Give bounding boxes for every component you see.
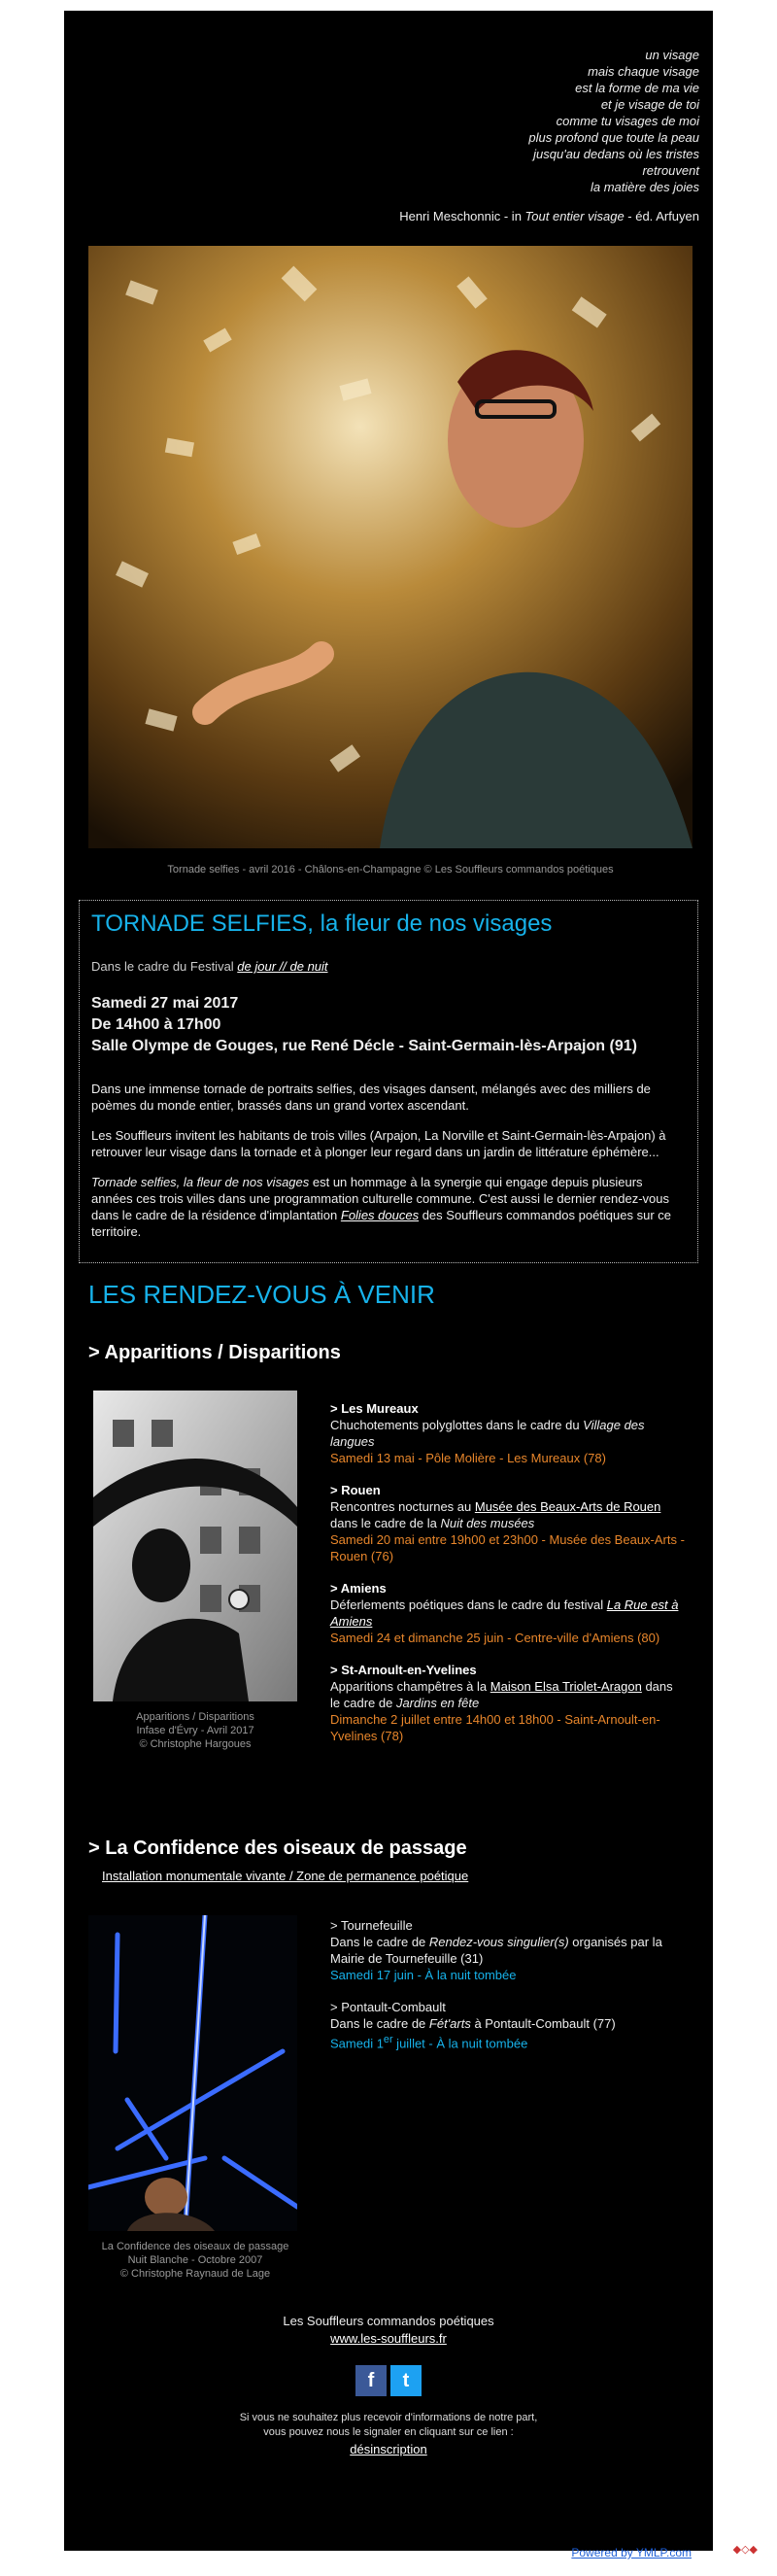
- confidence-title: > La Confidence des oiseaux de passage: [88, 1838, 467, 1859]
- item-place: > Pontault-Combault: [330, 2000, 446, 2014]
- desc-text: Chuchotements polyglottes dans le cadre du: [330, 1418, 584, 1432]
- confidence-subtitle-link[interactable]: Installation monumentale vivante / Zone de permanence poétique: [102, 1869, 469, 1883]
- desc-text: Rencontres nocturnes au: [330, 1499, 475, 1514]
- item-place: > Tournefeuille: [330, 1918, 413, 1933]
- confidence-list: [330, 1917, 685, 2067]
- desc-text: Dans le cadre de: [330, 2016, 429, 2031]
- event-text: des Souffleurs commandos poétiques sur ce territoire.: [91, 1208, 671, 1239]
- featured-event: [79, 900, 698, 1263]
- event-title: TORNADE SELFIES, la fleur de nos visages: [91, 910, 553, 937]
- apparitions-photo: [93, 1391, 297, 1701]
- festival-rue-link[interactable]: La Rue est à Amiens: [330, 1597, 679, 1629]
- desc-emphasis: Village des langues: [330, 1418, 645, 1449]
- caption-line: Infase d'Évry - Avril 2017: [136, 1725, 254, 1736]
- date-sup: er: [383, 2034, 393, 2045]
- date-text: juillet - À la nuit tombée: [392, 2036, 528, 2051]
- poem-line: jusqu'au dedans où les tristes: [533, 147, 699, 161]
- event-time: De 14h00 à 17h00: [91, 1016, 221, 1033]
- list-item: [330, 1400, 685, 1466]
- event-paragraph: Dans une immense tornade de portraits selfies, des visages dansent, mélangés avec des milliers de poèmes du monde entier, brassés dans un grand vortex ascendant.: [91, 1082, 651, 1113]
- confidence-photo: [88, 1915, 297, 2231]
- item-date: Samedi 24 et dimanche 25 juin - Centre-ville d'Amiens (80): [330, 1631, 660, 1645]
- item-date: [330, 2032, 685, 2051]
- event-when: [91, 993, 686, 1057]
- item-date: Samedi 13 mai - Pôle Molière - Les Mureaux (78): [330, 1451, 606, 1465]
- poem-line: comme tu visages de moi: [556, 114, 699, 128]
- unsubscribe-link[interactable]: désinscription: [350, 2442, 427, 2456]
- event-festival: [91, 959, 686, 974]
- poem-line: la matière des joies: [591, 180, 699, 194]
- website-link[interactable]: www.les-souffleurs.fr: [330, 2331, 447, 2346]
- event-emphasis: Tornade selfies, la fleur de nos visages: [91, 1175, 310, 1189]
- footer-url-wrap: [64, 2331, 713, 2346]
- poem-line: est la forme de ma vie: [575, 81, 699, 95]
- apparitions-list: [330, 1400, 685, 1760]
- twitter-icon[interactable]: t: [390, 2365, 422, 2396]
- caption-line: La Confidence des oiseaux de passage: [101, 2241, 289, 2252]
- item-place: > Les Mureaux: [330, 1401, 419, 1416]
- event-text: est un hommage à la synergie qui engage depuis plusieurs années ces trois villes dans une programmation culturelle commune. C'est aussi le dernier rendez-vous dans le cadre de la résidence d'implantation: [91, 1175, 669, 1222]
- hero-photo-art: [88, 246, 693, 848]
- event-paragraph: Les Souffleurs invitent les habitants de trois villes (Arpajon, La Norville et Saint-Germain-lès-Arpajon) à retrouver leur visage dans la tornade et à plonger leur regard dans un jardin de littérature éphémère...: [91, 1128, 666, 1159]
- item-place: > Rouen: [330, 1483, 381, 1497]
- item-date: Samedi 17 juin - À la nuit tombée: [330, 1968, 517, 1982]
- caption-line: Apparitions / Disparitions: [136, 1711, 254, 1723]
- list-item: [330, 1999, 685, 2051]
- poem-line: retrouvent: [642, 163, 699, 178]
- poem-line: un visage: [645, 48, 699, 62]
- hero-caption: Tornade selfies - avril 2016 - Châlons-en-Champagne © Les Souffleurs commandos poétiques: [167, 864, 614, 876]
- item-desc: [330, 2015, 685, 2032]
- event-paragraph: [91, 1174, 686, 1240]
- list-item: [330, 1580, 685, 1646]
- desc-text: Apparitions champêtres à la: [330, 1679, 490, 1694]
- desc-text: dans le cadre de la: [330, 1516, 441, 1530]
- poem-line: plus profond que toute la peau: [528, 130, 699, 145]
- desc-text: Dans le cadre de: [330, 1935, 429, 1949]
- poem-line: mais chaque visage: [588, 64, 699, 79]
- list-item: [330, 1662, 685, 1744]
- apparitions-title: > Apparitions / Disparitions: [88, 1342, 341, 1363]
- social-links: [355, 2365, 422, 2396]
- poem-publisher: - éd. Arfuyen: [624, 209, 699, 223]
- unsubscribe-text: [64, 2411, 713, 2456]
- apparitions-caption: [84, 1710, 307, 1751]
- poem-line: et je visage de toi: [600, 97, 699, 112]
- newsletter-body: [64, 11, 713, 2551]
- unsub-line: vous pouvez nous le signaler en cliquant sur ce lien :: [263, 2426, 514, 2438]
- apparitions-photo-art: [93, 1391, 297, 1701]
- item-desc: [330, 1417, 685, 1450]
- rdv-title: LES RENDEZ-VOUS À VENIR: [88, 1280, 435, 1309]
- list-item: [330, 1482, 685, 1564]
- museum-link[interactable]: Musée des Beaux-Arts de Rouen: [474, 1499, 661, 1514]
- folies-douces-link[interactable]: Folies douces: [340, 1208, 420, 1222]
- desc-emphasis: Nuit des musées: [440, 1516, 535, 1530]
- item-date: Samedi 20 mai entre 19h00 et 23h00 - Musée des Beaux-Arts - Rouen (76): [330, 1532, 685, 1563]
- item-place: > St-Arnoult-en-Yvelines: [330, 1663, 477, 1677]
- event-festival-prefix: Dans le cadre du Festival: [91, 959, 238, 974]
- list-item: [330, 1917, 685, 1983]
- poem-author: Henri Meschonnic - in: [399, 209, 525, 223]
- desc-text: organisés par la Mairie de Tournefeuille (31): [330, 1935, 662, 1966]
- item-desc: [330, 1934, 685, 1967]
- caption-line: Nuit Blanche - Octobre 2007: [127, 2254, 263, 2266]
- event-place: Salle Olympe de Gouges, rue René Décle - Saint-Germain-lès-Arpajon (91): [91, 1038, 637, 1054]
- desc-text: dans le cadre de: [330, 1679, 673, 1710]
- item-place: > Amiens: [330, 1581, 387, 1596]
- unsub-line: Si vous ne souhaitez plus recevoir d'informations de notre part,: [239, 2412, 538, 2423]
- poem-attribution: [399, 209, 699, 223]
- desc-emphasis: Jardins en fête: [395, 1696, 480, 1710]
- ymlp-logo-icon: ◆◇◆: [732, 2544, 758, 2556]
- item-desc: [330, 1498, 685, 1531]
- caption-line: © Christophe Raynaud de Lage: [119, 2268, 271, 2280]
- item-desc: [330, 1678, 685, 1711]
- facebook-icon[interactable]: f: [355, 2365, 387, 2396]
- confidence-caption: [84, 2240, 307, 2281]
- desc-emphasis: Rendez-vous singulier(s): [428, 1935, 569, 1949]
- item-date: Dimanche 2 juillet entre 14h00 et 18h00 - Saint-Arnoult-en-Yvelines (78): [330, 1712, 660, 1743]
- confidence-photo-art: [88, 1915, 297, 2231]
- hero-photo: [88, 246, 693, 848]
- caption-line: © Christophe Hargoues: [139, 1738, 252, 1750]
- poem: [528, 47, 699, 195]
- maison-link[interactable]: Maison Elsa Triolet-Aragon: [490, 1679, 642, 1694]
- festival-link[interactable]: de jour // de nuit: [237, 959, 328, 974]
- powered-by-link[interactable]: Powered by YMLP.com: [571, 2546, 692, 2559]
- item-desc: [330, 1597, 685, 1630]
- desc-text: Déferlements poétiques dans le cadre du festival: [330, 1597, 607, 1612]
- desc-text: à Pontault-Combault (77): [470, 2016, 616, 2031]
- footer-org-name: Les Souffleurs commandos poétiques: [283, 2314, 494, 2328]
- desc-emphasis: Fét'arts: [428, 2016, 471, 2031]
- event-date: Samedi 27 mai 2017: [91, 995, 239, 1012]
- poem-work: Tout entier visage: [524, 209, 625, 223]
- date-text: Samedi 1: [330, 2036, 384, 2051]
